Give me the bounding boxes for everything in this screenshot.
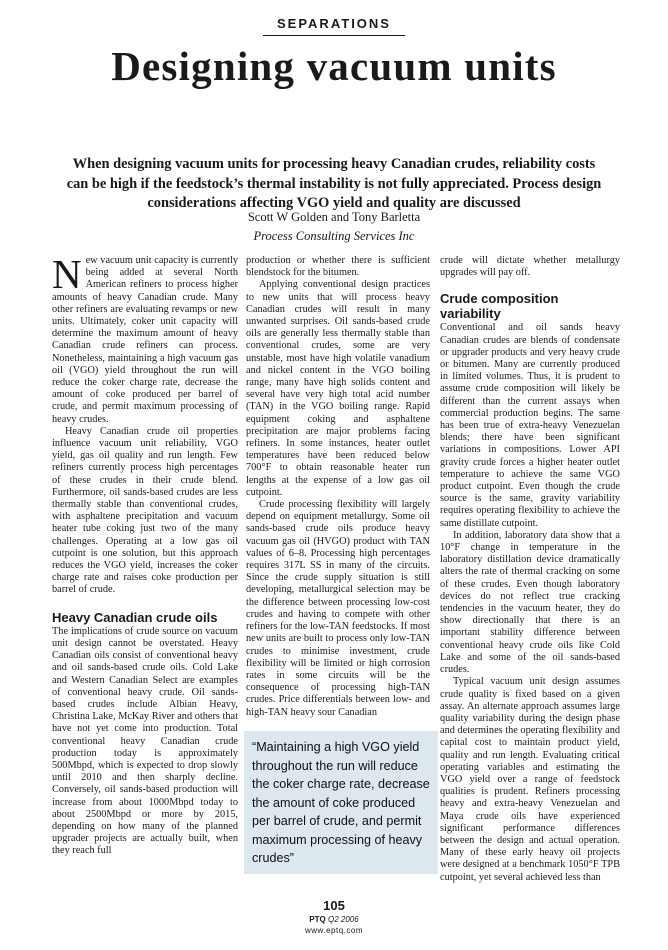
paragraph: crude will dictate whether metallurgy upgrades will pay off. — [440, 255, 620, 279]
paragraph — [52, 251, 238, 426]
paragraph: production or whether there is sufficient blendstock for the bitumen. — [246, 255, 430, 279]
paragraph-text: ew vacuum unit capacity is currently being added at several North American refiners to process higher amounts of heavy Canadian crude. Many other refiners are evaluating revamps or new units. Ultimately, coker unit capacity will determine the maximum amount of heavy Canadian crude refiners can process. Nonetheless, maintaining a high vacuum gas oil (VGO) yield throughout the run will reduce the coker charge rate, decrease the amount of coke produced per barrel of crude, and permit maximum processing of heavy crudes. — [52, 255, 238, 425]
pull-quote: “Maintaining a high VGO yield throughout the run will reduce the coker charge rate, decrease the amount of coke produced per barrel of crude, and permit maximum processing of heavy crudes” — [244, 731, 438, 874]
section-label: SEPARATIONS — [277, 16, 391, 31]
paragraph: Crude processing flexibility will largely depend on equipment metallurgy. Some oil sands-based crude oils produce heavy vacuum gas oil (HVGO) product with TAN values of 6–8. Processing high percentages requires 317L SS in many of the circuits. Since the crude supply situation is still developing, metallurgical selection may be the difference between processing low-cost crudes and having to compete with other refiners for the low-TAN feedstocks. If most new units are built to process only low-TAN crudes to minimise investment, crude flexibility will be limited or high corrosion rates in some circuits will be the consequence of processing high-TAN crudes. Price differentials between low- and high-TAN heavy sour Canadian — [246, 499, 430, 718]
standfirst: When designing vacuum units for processing heavy Canadian crudes, reliability costs can be high if the feedstock’s thermal instability is not fully appreciated. Process design considerations affecting VGO yield and quality are discussed — [66, 156, 602, 211]
subheading-heavy-canadian-crude-oils: Heavy Canadian crude oils — [52, 609, 218, 625]
column-3 — [440, 255, 620, 884]
paragraph: Typical vacuum unit design assumes crude quality is fixed based on a given assay. An alternate approach assumes large quality variability during the design phase and determines the operating flexibility and capital cost to maintain product yield, quality and run length. Evaluating critical operating variables and estimating the VGO yield over a range of feedstock qualities is prudent. Refiners processing heavy and extra-heavy Venezuelan and Maya crude oils have experienced significant performance differences between the design and actual operation. Many of these early heavy oil projects were designed at a benchmark 1050°F TPB cutpoint, yet several achieved less than — [440, 676, 620, 883]
paragraph: In addition, laboratory data show that a 10°F change in temperature in the laboratory distillation device dramatically alters the rate of thermal cracking on some of these crudes. Even though laboratory devices do not reflect true cracking tendencies in the vacuum heater, they do show directionally that there is an important stability difference between conventional heavy crude oils like Cold Lake and some of the oil sands-based crudes. — [440, 529, 620, 676]
paragraph: Heavy Canadian crude oil properties influence vacuum unit reliability, VGO yield, gas oil quality and run length. Few refiners currently process high percentages of these crudes in their crude blend. Furthermore, oil sands-based crudes are less thermally stable than conventional crudes, with asphaltene precipitation and vacuum heater tube coking just two of the many challenges. Operating at a low gas oil cutpoint is one solution, but this approach reduces the VGO yield, increases the coker charge rate and raises coke production per barrel of crude. — [52, 425, 238, 596]
journal-name: PTQ — [309, 915, 326, 924]
column-2 — [246, 255, 430, 719]
journal-issue — [0, 915, 668, 924]
section-rule — [263, 35, 405, 36]
drop-cap: N — [52, 251, 82, 297]
website-link[interactable]: www.eptq.com — [304, 926, 364, 935]
paragraph: Conventional and oil sands heavy Canadian crudes are blends of condensate or upgrader products and very heavy crude or bitumen. Many are currently produced in limited volumes. Thus, it is prudent to assume crude composition will likely be different than the current assays when commercial production begins. The same has been true of extra-heavy Venezuelan blends; there have been significant variations in compositions. Lower API gravity crude forces a higher heater outlet temperature to achieve the same VGO product cutpoint. Even though the crude source is the same, gravity variability requires operating flexibility to achieve the same distillate cutpoint. — [440, 322, 620, 529]
subheading-crude-composition-variability: Crude composition variability — [440, 291, 559, 322]
issue-label: Q2 2006 — [327, 915, 359, 924]
authors: Scott W Golden and Tony Barletta — [247, 210, 421, 224]
article-title: Designing vacuum units — [111, 43, 557, 89]
page-number: 105 — [323, 898, 345, 913]
affiliation: Process Consulting Services Inc — [253, 229, 415, 243]
column-1 — [52, 251, 238, 858]
paragraph: Applying conventional design practices to new units that will process heavy Canadian crudes will result in many unwanted surprises. Oil sands-based crude oils are generally less thermally stable than conventional crudes, some are very unstable, most have high volatile vanadium and nickel content in the VGO boiling range, many have high solids content and several have very high total acid number (TAN) in the VGO boiling range. Rapid equipment coking and asphaltene precipitation are major problems facing refiners. In some instances, heater outlet temperatures have been reduced below 700°F to obtain reasonable heater run lengths at the expense of a low gas oil cutpoint. — [246, 279, 430, 498]
paragraph: The implications of crude source on vacuum unit design cannot be overstated. Heavy Canadian oils consist of conventional heavy and oil sands-based crude oils. Cold Lake and Western Canadian Select are examples of conventional heavy crude. Oil sands-based crudes include Albian Heavy, Christina Lake, McKay River and others that have not yet come into production. Total conventional heavy Canadian crude production today is approximately 500Mbpd, which is expected to drop slowly until 2010 and then sharply decline. Conversely, oil sands-based production will increase from about 1000Mbpd today to about 2500Mbpd or more by 2015, depending on how many of the planned upgrader projects are actually built, when they reach full — [52, 625, 238, 857]
